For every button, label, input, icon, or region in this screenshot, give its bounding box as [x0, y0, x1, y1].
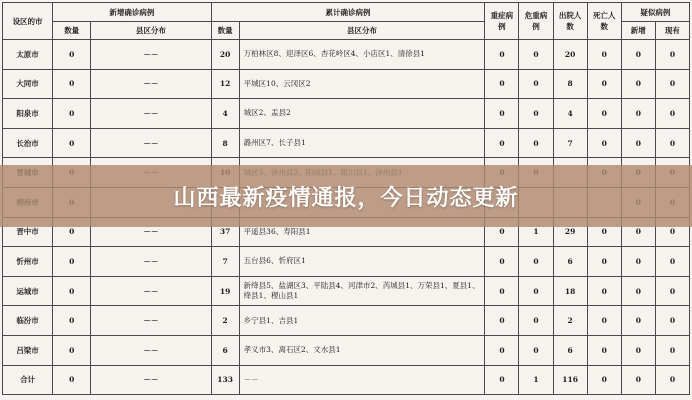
discharged-cell: 2	[553, 306, 587, 336]
suspected-current-cell: 0	[655, 40, 689, 70]
table-row	[3, 40, 690, 70]
table-row	[3, 306, 690, 336]
cumulative-district-cell: 平遥县36、寿阳县1	[239, 217, 485, 247]
deaths-cell: 0	[587, 99, 621, 129]
new-district-cell: －－	[91, 99, 211, 129]
cumulative-count-cell: 6	[211, 335, 239, 365]
severe-cell: 0	[485, 247, 519, 277]
critical-cell: 0	[519, 128, 553, 158]
header-cumulative-cases: 累计确诊病例	[211, 3, 485, 22]
critical-cell: 0	[519, 306, 553, 336]
critical-cell: 0	[519, 69, 553, 99]
cumulative-district-cell: 孝义市3、离石区2、文水县1	[239, 335, 485, 365]
header-new-district: 县区分布	[91, 22, 211, 40]
header-new-cases: 新增确诊病例	[53, 3, 211, 22]
critical-cell: 0	[519, 40, 553, 70]
new-district-cell: －－	[91, 247, 211, 277]
suspected-new-cell: 0	[621, 365, 655, 395]
new-count-cell: 0	[53, 40, 91, 70]
discharged-cell: 20	[553, 40, 587, 70]
cumulative-count-cell: 133	[211, 365, 239, 395]
suspected-new-cell: 0	[621, 276, 655, 306]
suspected-current-cell: 0	[655, 128, 689, 158]
new-district-cell: －－	[91, 128, 211, 158]
header-suspected: 疑似病例	[621, 3, 689, 22]
table-row	[3, 365, 690, 395]
severe-cell: 0	[485, 69, 519, 99]
cumulative-district-cell: 万柏林区8、迎泽区6、杏花岭区4、小店区1、清徐县1	[239, 40, 485, 70]
city-cell: 晋中市	[3, 217, 53, 247]
new-count-cell: 0	[53, 128, 91, 158]
cumulative-district-cell: 潞州区7、长子县1	[239, 128, 485, 158]
header-cum-district: 县区分布	[239, 22, 485, 40]
deaths-cell: 0	[587, 335, 621, 365]
severe-cell: 0	[485, 217, 519, 247]
city-cell: 运城市	[3, 276, 53, 306]
critical-cell: 1	[519, 365, 553, 395]
city-cell: 太原市	[3, 40, 53, 70]
new-district-cell: －－	[91, 40, 211, 70]
cumulative-count-cell: 20	[211, 40, 239, 70]
suspected-new-cell: 0	[621, 40, 655, 70]
cumulative-count-cell: 7	[211, 247, 239, 277]
header-new-count: 数量	[53, 22, 91, 40]
new-district-cell: －－	[91, 306, 211, 336]
suspected-current-cell: 0	[655, 99, 689, 129]
critical-cell: 0	[519, 99, 553, 129]
table-row	[3, 335, 690, 365]
cumulative-district-cell: 城区2、盂县2	[239, 99, 485, 129]
cumulative-district-cell: 乡宁县1、吉县1	[239, 306, 485, 336]
discharged-cell: 8	[553, 69, 587, 99]
deaths-cell: 0	[587, 276, 621, 306]
discharged-cell: 6	[553, 247, 587, 277]
suspected-current-cell: 0	[655, 365, 689, 395]
city-cell: 阳泉市	[3, 99, 53, 129]
severe-cell: 0	[485, 365, 519, 395]
cumulative-count-cell: 2	[211, 306, 239, 336]
suspected-current-cell: 0	[655, 306, 689, 336]
suspected-new-cell: 0	[621, 247, 655, 277]
city-cell: 吕梁市	[3, 335, 53, 365]
city-cell: 合计	[3, 365, 53, 395]
severe-cell: 0	[485, 99, 519, 129]
new-count-cell: 0	[53, 306, 91, 336]
cumulative-count-cell: 4	[211, 99, 239, 129]
new-count-cell: 0	[53, 276, 91, 306]
header-discharged: 出院人数	[553, 3, 587, 40]
cumulative-district-cell: －－	[239, 365, 485, 395]
suspected-current-cell: 0	[655, 217, 689, 247]
city-cell: 临汾市	[3, 306, 53, 336]
new-district-cell: －－	[91, 365, 211, 395]
suspected-current-cell: 0	[655, 335, 689, 365]
cumulative-count-cell: 37	[211, 217, 239, 247]
suspected-new-cell: 0	[621, 335, 655, 365]
cumulative-count-cell: 8	[211, 128, 239, 158]
deaths-cell: 0	[587, 247, 621, 277]
critical-cell: 1	[519, 217, 553, 247]
new-count-cell: 0	[53, 335, 91, 365]
new-count-cell: 0	[53, 217, 91, 247]
cumulative-count-cell: 12	[211, 69, 239, 99]
suspected-current-cell: 0	[655, 276, 689, 306]
critical-cell: 0	[519, 247, 553, 277]
discharged-cell: 7	[553, 128, 587, 158]
new-district-cell: －－	[91, 335, 211, 365]
deaths-cell: 0	[587, 40, 621, 70]
city-cell: 大同市	[3, 69, 53, 99]
new-count-cell: 0	[53, 365, 91, 395]
cumulative-district-cell: 新绛县5、盐湖区3、平陆县4、河津市2、芮城县1、万荣县1、夏县1、绛县1、稷山县1	[239, 276, 485, 306]
new-district-cell: －－	[91, 69, 211, 99]
banner-title: 山西最新疫情通报，今日动态更新	[173, 185, 519, 211]
suspected-new-cell: 0	[621, 128, 655, 158]
deaths-cell: 0	[587, 128, 621, 158]
deaths-cell: 0	[587, 365, 621, 395]
header-suspected-new: 新增	[621, 22, 655, 40]
severe-cell: 0	[485, 335, 519, 365]
header-critical: 危重病例	[519, 3, 553, 40]
discharged-cell: 4	[553, 99, 587, 129]
new-count-cell: 0	[53, 69, 91, 99]
severe-cell: 0	[485, 306, 519, 336]
header-row-1	[3, 3, 690, 22]
table-row	[3, 69, 690, 99]
suspected-new-cell: 0	[621, 217, 655, 247]
table-row	[3, 99, 690, 129]
table-row	[3, 128, 690, 158]
new-district-cell: －－	[91, 276, 211, 306]
suspected-new-cell: 0	[621, 99, 655, 129]
table-row	[3, 247, 690, 277]
critical-cell: 0	[519, 335, 553, 365]
severe-cell: 0	[485, 128, 519, 158]
severe-cell: 0	[485, 40, 519, 70]
title-banner	[0, 165, 692, 227]
discharged-cell: 6	[553, 335, 587, 365]
table-row	[3, 276, 690, 306]
discharged-cell: 29	[553, 217, 587, 247]
deaths-cell: 0	[587, 69, 621, 99]
discharged-cell: 18	[553, 276, 587, 306]
deaths-cell: 0	[587, 306, 621, 336]
header-cum-count: 数量	[211, 22, 239, 40]
suspected-new-cell: 0	[621, 69, 655, 99]
discharged-cell: 116	[553, 365, 587, 395]
header-severe: 重症病例	[485, 3, 519, 40]
new-count-cell: 0	[53, 99, 91, 129]
header-suspected-current: 现有	[655, 22, 689, 40]
new-count-cell: 0	[53, 247, 91, 277]
header-city: 设区的市	[3, 3, 53, 40]
severe-cell: 0	[485, 276, 519, 306]
critical-cell: 0	[519, 276, 553, 306]
deaths-cell: 0	[587, 217, 621, 247]
suspected-current-cell: 0	[655, 247, 689, 277]
header-deaths: 死亡人数	[587, 3, 621, 40]
suspected-new-cell: 0	[621, 306, 655, 336]
city-cell: 长治市	[3, 128, 53, 158]
new-district-cell: －－	[91, 217, 211, 247]
city-cell: 忻州市	[3, 247, 53, 277]
cumulative-district-cell: 五台县6、忻府区1	[239, 247, 485, 277]
suspected-current-cell: 0	[655, 69, 689, 99]
cumulative-count-cell: 19	[211, 276, 239, 306]
cumulative-district-cell: 平城区10、云冈区2	[239, 69, 485, 99]
